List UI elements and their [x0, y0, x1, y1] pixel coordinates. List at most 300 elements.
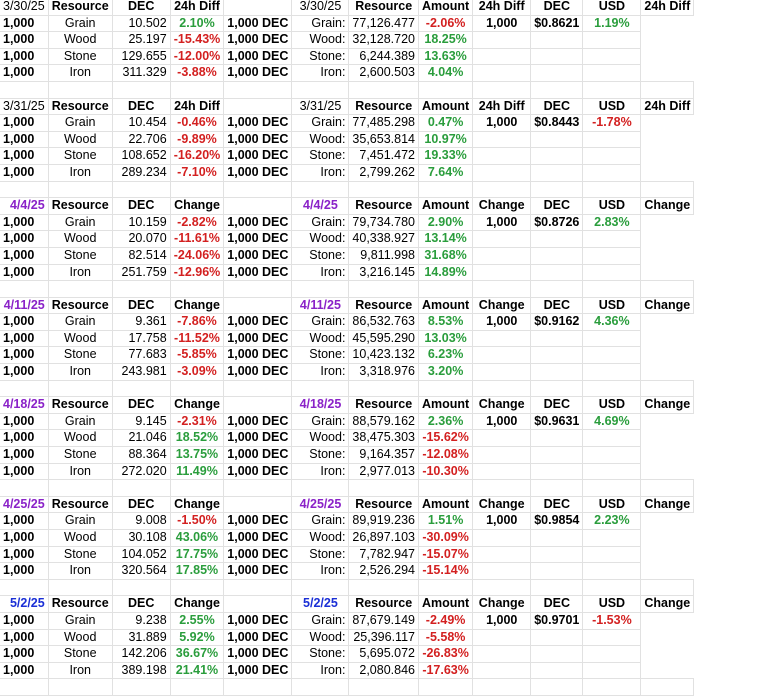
- resource-cell-2[interactable]: Stone:: [292, 347, 349, 364]
- resource-cell[interactable]: Stone: [48, 247, 112, 264]
- amount-cell[interactable]: 6,244.389: [349, 48, 419, 65]
- date-cell-2[interactable]: 4/25/25: [292, 496, 349, 513]
- qty-cell[interactable]: 1,000: [0, 131, 48, 148]
- resource-cell-2[interactable]: Stone:: [292, 247, 349, 264]
- empty-cell[interactable]: [583, 662, 641, 679]
- header-change-2[interactable]: Change: [473, 596, 531, 613]
- resource-cell[interactable]: Wood: [48, 629, 112, 646]
- usd-change-cell[interactable]: -1.78%: [583, 115, 641, 132]
- qty-cell[interactable]: 1,000: [0, 264, 48, 281]
- empty-cell[interactable]: [48, 281, 112, 298]
- resource-cell[interactable]: Stone: [48, 447, 112, 464]
- dec-cell[interactable]: 82.514: [112, 247, 170, 264]
- change-cell[interactable]: 11.49%: [170, 463, 224, 480]
- resource-cell-2[interactable]: Wood:: [292, 231, 349, 248]
- empty-cell[interactable]: [583, 563, 641, 580]
- empty-cell[interactable]: [583, 281, 641, 298]
- empty-cell[interactable]: [531, 662, 583, 679]
- empty-cell[interactable]: [292, 181, 349, 198]
- empty-cell[interactable]: [641, 181, 694, 198]
- change-cell-2[interactable]: 0.47%: [418, 115, 472, 132]
- qty-dec-cell[interactable]: 1,000 DEC: [224, 513, 292, 530]
- usd-value-cell[interactable]: $0.9701: [531, 612, 583, 629]
- header-usd[interactable]: USD: [583, 198, 641, 215]
- change-cell[interactable]: -11.52%: [170, 330, 224, 347]
- qty-cell[interactable]: 1,000: [0, 214, 48, 231]
- qty-cell[interactable]: 1,000: [0, 32, 48, 49]
- amount-cell[interactable]: 38,475.303: [349, 430, 419, 447]
- amount-cell[interactable]: 88,579.162: [349, 413, 419, 430]
- header-usd-dec[interactable]: DEC: [531, 98, 583, 115]
- header-resource-2[interactable]: Resource: [349, 98, 419, 115]
- change-cell[interactable]: 18.52%: [170, 430, 224, 447]
- change-cell-2[interactable]: -2.06%: [418, 15, 472, 32]
- amount-cell[interactable]: 25,396.117: [349, 629, 419, 646]
- empty-cell[interactable]: [531, 629, 583, 646]
- empty-cell[interactable]: [583, 148, 641, 165]
- change-cell[interactable]: 36.67%: [170, 646, 224, 663]
- empty-cell[interactable]: [48, 181, 112, 198]
- dec-cell[interactable]: 21.046: [112, 430, 170, 447]
- resource-cell[interactable]: Wood: [48, 430, 112, 447]
- resource-cell[interactable]: Wood: [48, 131, 112, 148]
- header-change[interactable]: 24h Diff: [170, 98, 224, 115]
- empty-cell[interactable]: [473, 662, 531, 679]
- resource-cell-2[interactable]: Iron:: [292, 164, 349, 181]
- empty-cell[interactable]: [292, 380, 349, 397]
- empty-cell[interactable]: [224, 596, 292, 613]
- qty-dec-cell[interactable]: 1,000 DEC: [224, 65, 292, 82]
- resource-cell-2[interactable]: Grain:: [292, 15, 349, 32]
- header-resource[interactable]: Resource: [48, 98, 112, 115]
- empty-cell[interactable]: [583, 48, 641, 65]
- change-cell[interactable]: 2.55%: [170, 612, 224, 629]
- amount-cell[interactable]: 10,423.132: [349, 347, 419, 364]
- qty-cell[interactable]: 1,000: [0, 364, 48, 381]
- header-resource[interactable]: Resource: [48, 297, 112, 314]
- header-change-2[interactable]: Change: [473, 397, 531, 414]
- change-cell-2[interactable]: -15.07%: [418, 546, 472, 563]
- empty-cell[interactable]: [531, 546, 583, 563]
- empty-cell[interactable]: [418, 480, 472, 497]
- usd-qty-cell[interactable]: 1,000: [473, 314, 531, 331]
- usd-change-cell[interactable]: 1.19%: [583, 15, 641, 32]
- empty-cell[interactable]: [224, 397, 292, 414]
- change-cell[interactable]: 21.41%: [170, 662, 224, 679]
- header-usd-dec[interactable]: DEC: [531, 198, 583, 215]
- empty-cell[interactable]: [583, 546, 641, 563]
- change-cell-2[interactable]: 19.33%: [418, 148, 472, 165]
- empty-cell[interactable]: [583, 679, 641, 696]
- usd-change-cell[interactable]: 2.83%: [583, 214, 641, 231]
- header-resource[interactable]: Resource: [48, 596, 112, 613]
- change-cell[interactable]: -7.10%: [170, 164, 224, 181]
- empty-cell[interactable]: [531, 247, 583, 264]
- date-cell[interactable]: 3/30/25: [0, 0, 48, 15]
- empty-cell[interactable]: [583, 32, 641, 49]
- change-cell[interactable]: -11.61%: [170, 231, 224, 248]
- usd-qty-cell[interactable]: 1,000: [473, 115, 531, 132]
- empty-cell[interactable]: [112, 281, 170, 298]
- qty-cell[interactable]: 1,000: [0, 15, 48, 32]
- change-cell-2[interactable]: -26.83%: [418, 646, 472, 663]
- change-cell-2[interactable]: -30.09%: [418, 530, 472, 547]
- qty-cell[interactable]: 1,000: [0, 231, 48, 248]
- dec-cell[interactable]: 22.706: [112, 131, 170, 148]
- empty-cell[interactable]: [292, 281, 349, 298]
- empty-cell[interactable]: [224, 181, 292, 198]
- change-cell-2[interactable]: 6.23%: [418, 347, 472, 364]
- empty-cell[interactable]: [583, 231, 641, 248]
- header-amount[interactable]: Amount: [418, 297, 472, 314]
- resource-cell[interactable]: Grain: [48, 214, 112, 231]
- empty-cell[interactable]: [224, 81, 292, 98]
- dec-cell[interactable]: 108.652: [112, 148, 170, 165]
- empty-cell[interactable]: [641, 281, 694, 298]
- empty-cell[interactable]: [473, 364, 531, 381]
- amount-cell[interactable]: 7,782.947: [349, 546, 419, 563]
- change-cell[interactable]: -12.96%: [170, 264, 224, 281]
- empty-cell[interactable]: [583, 164, 641, 181]
- header-change[interactable]: Change: [170, 496, 224, 513]
- dec-cell[interactable]: 17.758: [112, 330, 170, 347]
- qty-dec-cell[interactable]: 1,000 DEC: [224, 662, 292, 679]
- empty-cell[interactable]: [531, 264, 583, 281]
- empty-cell[interactable]: [641, 380, 694, 397]
- empty-cell[interactable]: [349, 81, 419, 98]
- empty-cell[interactable]: [531, 530, 583, 547]
- header-usd[interactable]: USD: [583, 397, 641, 414]
- change-cell-2[interactable]: 13.63%: [418, 48, 472, 65]
- change-cell[interactable]: -12.00%: [170, 48, 224, 65]
- date-cell-2[interactable]: 4/4/25: [292, 198, 349, 215]
- empty-cell[interactable]: [224, 281, 292, 298]
- qty-dec-cell[interactable]: 1,000 DEC: [224, 430, 292, 447]
- resource-cell[interactable]: Iron: [48, 65, 112, 82]
- date-cell-2[interactable]: 4/18/25: [292, 397, 349, 414]
- dec-cell[interactable]: 104.052: [112, 546, 170, 563]
- change-cell-2[interactable]: 8.53%: [418, 314, 472, 331]
- change-cell[interactable]: 5.92%: [170, 629, 224, 646]
- empty-cell[interactable]: [531, 463, 583, 480]
- empty-cell[interactable]: [531, 281, 583, 298]
- amount-cell[interactable]: 3,318.976: [349, 364, 419, 381]
- empty-cell[interactable]: [418, 679, 472, 696]
- header-resource-2[interactable]: Resource: [349, 198, 419, 215]
- header-usd[interactable]: USD: [583, 496, 641, 513]
- empty-cell[interactable]: [641, 679, 694, 696]
- empty-cell[interactable]: [583, 131, 641, 148]
- resource-cell[interactable]: Stone: [48, 546, 112, 563]
- empty-cell[interactable]: [473, 546, 531, 563]
- qty-dec-cell[interactable]: 1,000 DEC: [224, 214, 292, 231]
- empty-cell[interactable]: [583, 579, 641, 596]
- empty-cell[interactable]: [473, 646, 531, 663]
- empty-cell[interactable]: [473, 231, 531, 248]
- dec-cell[interactable]: 142.206: [112, 646, 170, 663]
- empty-cell[interactable]: [418, 181, 472, 198]
- empty-cell[interactable]: [583, 463, 641, 480]
- header-usd-dec[interactable]: DEC: [531, 397, 583, 414]
- resource-cell[interactable]: Iron: [48, 662, 112, 679]
- header-usd[interactable]: USD: [583, 297, 641, 314]
- qty-dec-cell[interactable]: 1,000 DEC: [224, 646, 292, 663]
- empty-cell[interactable]: [48, 579, 112, 596]
- usd-change-cell[interactable]: -1.53%: [583, 612, 641, 629]
- dec-cell[interactable]: 88.364: [112, 447, 170, 464]
- empty-cell[interactable]: [473, 463, 531, 480]
- resource-cell-2[interactable]: Grain:: [292, 513, 349, 530]
- empty-cell[interactable]: [531, 81, 583, 98]
- header-change[interactable]: Change: [170, 198, 224, 215]
- qty-dec-cell[interactable]: 1,000 DEC: [224, 164, 292, 181]
- header-amount[interactable]: Amount: [418, 596, 472, 613]
- change-cell[interactable]: -16.20%: [170, 148, 224, 165]
- qty-cell[interactable]: 1,000: [0, 330, 48, 347]
- header-usd-dec[interactable]: DEC: [531, 496, 583, 513]
- dec-cell[interactable]: 30.108: [112, 530, 170, 547]
- date-cell[interactable]: 4/18/25: [0, 397, 48, 414]
- qty-cell[interactable]: 1,000: [0, 148, 48, 165]
- empty-cell[interactable]: [583, 181, 641, 198]
- header-resource[interactable]: Resource: [48, 496, 112, 513]
- empty-cell[interactable]: [292, 81, 349, 98]
- amount-cell[interactable]: 2,600.503: [349, 65, 419, 82]
- empty-cell[interactable]: [418, 579, 472, 596]
- resource-cell[interactable]: Iron: [48, 164, 112, 181]
- usd-qty-cell[interactable]: 1,000: [473, 15, 531, 32]
- header-dec[interactable]: DEC: [112, 397, 170, 414]
- change-cell[interactable]: -2.82%: [170, 214, 224, 231]
- qty-cell[interactable]: 1,000: [0, 646, 48, 663]
- empty-cell[interactable]: [48, 81, 112, 98]
- amount-cell[interactable]: 87,679.149: [349, 612, 419, 629]
- change-cell[interactable]: -24.06%: [170, 247, 224, 264]
- empty-cell[interactable]: [473, 65, 531, 82]
- empty-cell[interactable]: [641, 480, 694, 497]
- dec-cell[interactable]: 77.683: [112, 347, 170, 364]
- amount-cell[interactable]: 86,532.763: [349, 314, 419, 331]
- change-cell-2[interactable]: 7.64%: [418, 164, 472, 181]
- header-amount[interactable]: Amount: [418, 397, 472, 414]
- usd-value-cell[interactable]: $0.8621: [531, 15, 583, 32]
- empty-cell[interactable]: [0, 579, 48, 596]
- empty-cell[interactable]: [473, 530, 531, 547]
- qty-cell[interactable]: 1,000: [0, 430, 48, 447]
- empty-cell[interactable]: [531, 148, 583, 165]
- change-cell-2[interactable]: 13.14%: [418, 231, 472, 248]
- empty-cell[interactable]: [531, 231, 583, 248]
- empty-cell[interactable]: [224, 380, 292, 397]
- resource-cell[interactable]: Iron: [48, 264, 112, 281]
- qty-dec-cell[interactable]: 1,000 DEC: [224, 148, 292, 165]
- empty-cell[interactable]: [418, 281, 472, 298]
- empty-cell[interactable]: [473, 48, 531, 65]
- empty-cell[interactable]: [531, 447, 583, 464]
- qty-dec-cell[interactable]: 1,000 DEC: [224, 447, 292, 464]
- dec-cell[interactable]: 10.454: [112, 115, 170, 132]
- resource-cell-2[interactable]: Wood:: [292, 131, 349, 148]
- empty-cell[interactable]: [473, 181, 531, 198]
- empty-cell[interactable]: [473, 247, 531, 264]
- header-change[interactable]: Change: [170, 297, 224, 314]
- resource-cell[interactable]: Iron: [48, 364, 112, 381]
- empty-cell[interactable]: [0, 281, 48, 298]
- empty-cell[interactable]: [531, 65, 583, 82]
- empty-cell[interactable]: [473, 264, 531, 281]
- qty-cell[interactable]: 1,000: [0, 612, 48, 629]
- resource-cell[interactable]: Grain: [48, 513, 112, 530]
- header-amount[interactable]: Amount: [418, 0, 472, 15]
- header-resource[interactable]: Resource: [48, 198, 112, 215]
- empty-cell[interactable]: [349, 579, 419, 596]
- resource-cell[interactable]: Grain: [48, 413, 112, 430]
- resource-cell[interactable]: Stone: [48, 646, 112, 663]
- change-cell[interactable]: 17.85%: [170, 563, 224, 580]
- empty-cell[interactable]: [418, 81, 472, 98]
- resource-cell[interactable]: Stone: [48, 48, 112, 65]
- amount-cell[interactable]: 45,595.290: [349, 330, 419, 347]
- qty-cell[interactable]: 1,000: [0, 513, 48, 530]
- resource-cell-2[interactable]: Stone:: [292, 646, 349, 663]
- empty-cell[interactable]: [349, 679, 419, 696]
- empty-cell[interactable]: [531, 131, 583, 148]
- amount-cell[interactable]: 77,126.477: [349, 15, 419, 32]
- resource-cell-2[interactable]: Wood:: [292, 32, 349, 49]
- date-cell-2[interactable]: 5/2/25: [292, 596, 349, 613]
- empty-cell[interactable]: [0, 181, 48, 198]
- empty-cell[interactable]: [224, 679, 292, 696]
- header-change-2[interactable]: 24h Diff: [473, 98, 531, 115]
- amount-cell[interactable]: 3,216.145: [349, 264, 419, 281]
- date-cell[interactable]: 4/4/25: [0, 198, 48, 215]
- qty-dec-cell[interactable]: 1,000 DEC: [224, 413, 292, 430]
- usd-qty-cell[interactable]: 1,000: [473, 612, 531, 629]
- qty-cell[interactable]: 1,000: [0, 314, 48, 331]
- dec-cell[interactable]: 20.070: [112, 231, 170, 248]
- resource-cell[interactable]: Grain: [48, 15, 112, 32]
- change-cell-2[interactable]: 2.36%: [418, 413, 472, 430]
- change-cell-2[interactable]: 3.20%: [418, 364, 472, 381]
- empty-cell[interactable]: [583, 380, 641, 397]
- empty-cell[interactable]: [0, 480, 48, 497]
- amount-cell[interactable]: 32,128.720: [349, 32, 419, 49]
- change-cell-2[interactable]: 10.97%: [418, 131, 472, 148]
- empty-cell[interactable]: [641, 81, 694, 98]
- empty-cell[interactable]: [531, 563, 583, 580]
- qty-cell[interactable]: 1,000: [0, 347, 48, 364]
- resource-cell-2[interactable]: Iron:: [292, 563, 349, 580]
- empty-cell[interactable]: [292, 480, 349, 497]
- amount-cell[interactable]: 2,799.262: [349, 164, 419, 181]
- header-dec[interactable]: DEC: [112, 0, 170, 15]
- amount-cell[interactable]: 2,526.294: [349, 563, 419, 580]
- resource-cell[interactable]: Grain: [48, 314, 112, 331]
- empty-cell[interactable]: [531, 380, 583, 397]
- resource-cell-2[interactable]: Iron:: [292, 65, 349, 82]
- empty-cell[interactable]: [583, 530, 641, 547]
- change-cell[interactable]: -15.43%: [170, 32, 224, 49]
- resource-cell-2[interactable]: Grain:: [292, 413, 349, 430]
- empty-cell[interactable]: [170, 81, 224, 98]
- resource-cell-2[interactable]: Grain:: [292, 314, 349, 331]
- change-cell-2[interactable]: -10.30%: [418, 463, 472, 480]
- empty-cell[interactable]: [170, 181, 224, 198]
- header-usd-dec[interactable]: DEC: [531, 596, 583, 613]
- resource-cell-2[interactable]: Iron:: [292, 662, 349, 679]
- header-usd-change[interactable]: Change: [641, 397, 694, 414]
- empty-cell[interactable]: [531, 32, 583, 49]
- empty-cell[interactable]: [0, 81, 48, 98]
- resource-cell[interactable]: Grain: [48, 115, 112, 132]
- resource-cell-2[interactable]: Wood:: [292, 430, 349, 447]
- empty-cell[interactable]: [224, 297, 292, 314]
- dec-cell[interactable]: 289.234: [112, 164, 170, 181]
- amount-cell[interactable]: 9,164.357: [349, 447, 419, 464]
- resource-cell[interactable]: Stone: [48, 347, 112, 364]
- empty-cell[interactable]: [473, 131, 531, 148]
- resource-cell[interactable]: Stone: [48, 148, 112, 165]
- resource-cell[interactable]: Grain: [48, 612, 112, 629]
- header-resource[interactable]: Resource: [48, 0, 112, 15]
- date-cell-2[interactable]: 3/31/25: [292, 98, 349, 115]
- amount-cell[interactable]: 2,977.013: [349, 463, 419, 480]
- qty-cell[interactable]: 1,000: [0, 164, 48, 181]
- resource-cell-2[interactable]: Wood:: [292, 330, 349, 347]
- date-cell-2[interactable]: 3/30/25: [292, 0, 349, 15]
- empty-cell[interactable]: [583, 430, 641, 447]
- change-cell[interactable]: 13.75%: [170, 447, 224, 464]
- resource-cell-2[interactable]: Stone:: [292, 546, 349, 563]
- change-cell[interactable]: -9.89%: [170, 131, 224, 148]
- empty-cell[interactable]: [224, 480, 292, 497]
- usd-change-cell[interactable]: 4.36%: [583, 314, 641, 331]
- empty-cell[interactable]: [224, 496, 292, 513]
- qty-dec-cell[interactable]: 1,000 DEC: [224, 330, 292, 347]
- dec-cell[interactable]: 320.564: [112, 563, 170, 580]
- empty-cell[interactable]: [349, 480, 419, 497]
- header-change-2[interactable]: Change: [473, 198, 531, 215]
- qty-dec-cell[interactable]: 1,000 DEC: [224, 530, 292, 547]
- header-resource-2[interactable]: Resource: [349, 496, 419, 513]
- usd-value-cell[interactable]: $0.9631: [531, 413, 583, 430]
- empty-cell[interactable]: [473, 281, 531, 298]
- date-cell[interactable]: 4/11/25: [0, 297, 48, 314]
- empty-cell[interactable]: [292, 579, 349, 596]
- empty-cell[interactable]: [531, 364, 583, 381]
- empty-cell[interactable]: [583, 447, 641, 464]
- qty-cell[interactable]: 1,000: [0, 115, 48, 132]
- qty-dec-cell[interactable]: 1,000 DEC: [224, 612, 292, 629]
- date-cell[interactable]: 3/31/25: [0, 98, 48, 115]
- header-amount[interactable]: Amount: [418, 496, 472, 513]
- usd-value-cell[interactable]: $0.9162: [531, 314, 583, 331]
- date-cell[interactable]: 5/2/25: [0, 596, 48, 613]
- usd-qty-cell[interactable]: 1,000: [473, 513, 531, 530]
- change-cell[interactable]: -7.86%: [170, 314, 224, 331]
- empty-cell[interactable]: [473, 330, 531, 347]
- empty-cell[interactable]: [583, 480, 641, 497]
- empty-cell[interactable]: [0, 380, 48, 397]
- qty-dec-cell[interactable]: 1,000 DEC: [224, 629, 292, 646]
- usd-change-cell[interactable]: 4.69%: [583, 413, 641, 430]
- empty-cell[interactable]: [112, 81, 170, 98]
- qty-dec-cell[interactable]: 1,000 DEC: [224, 347, 292, 364]
- header-dec[interactable]: DEC: [112, 596, 170, 613]
- empty-cell[interactable]: [224, 198, 292, 215]
- header-dec[interactable]: DEC: [112, 98, 170, 115]
- empty-cell[interactable]: [224, 0, 292, 15]
